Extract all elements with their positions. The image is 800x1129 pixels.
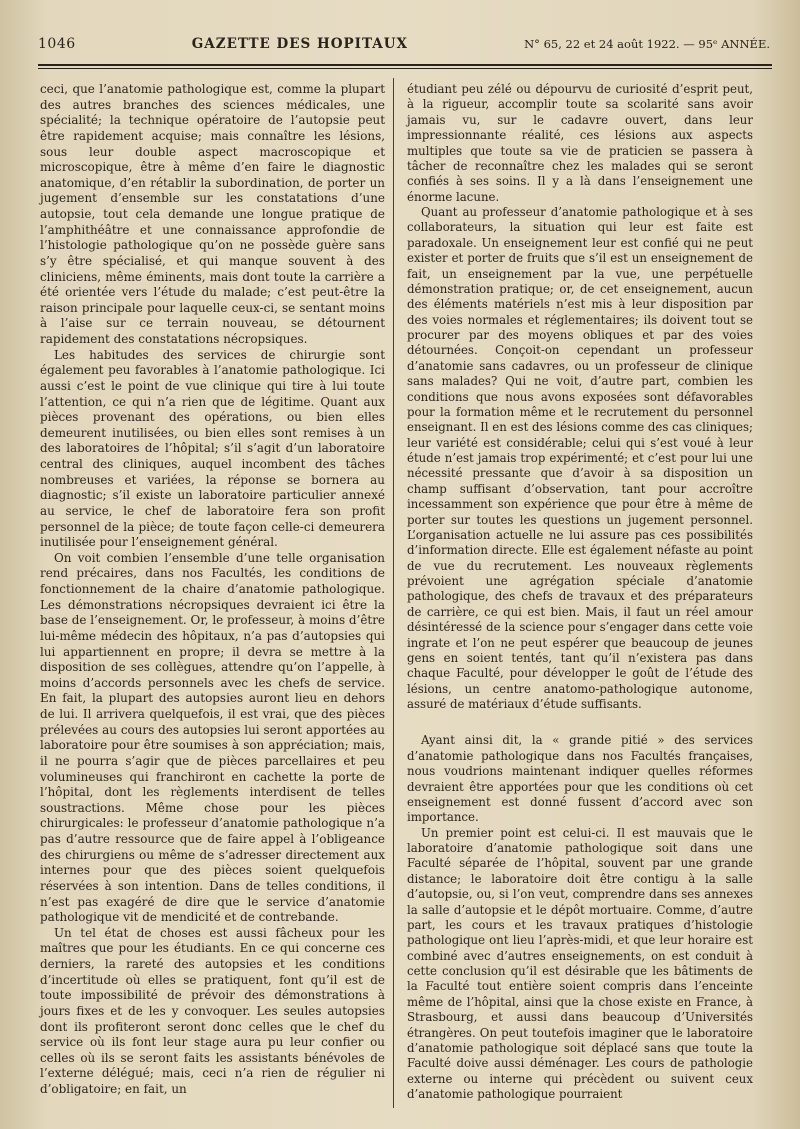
paragraph: ceci, que l’anatomie pathologique est, comme la plupart des autres branches des sciences médicales, une spécialité; la technique opératoire de l’autopsie peut être rapidement acquise; mais connaître les lésions, sous leur double aspect macroscopique et microscopique, être à même d’en faire le diagnostic anatomique, d’en rétablir la subordination, de porter un jugement d’ensemble sur les constatations d’une autopsie, tout cela demande une longue pratique de l’amphithéâtre et une connaissance approfondie de l’histologie pathologique qu’on ne possède guère sans s’y être spécialisé, et qui manque souvent à des cliniciens, même éminents, mais dont toute la carrière a été orientée vers l’étude du malade; c’est peut-être la raison principale pour laquelle ceux-ci, se sentant moins à l’aise sur ce terrain nouveau, se détournent rapidement des constatations nécropsiques. xyxy=(40,82,385,346)
right-column xyxy=(407,82,753,1102)
page-number: 1046 xyxy=(38,36,76,52)
paragraph: Quant au professeur d’anatomie pathologique et à ses collaborateurs, la situation qui leur est faite est paradoxale. Un enseignement leur est confié qui ne peut exister et porter de fruits que s’il est un enseignement de fait, un enseignement par la vue, une perpétuelle démonstration pratique; or, de cet enseignement, aucun des éléments matériels n’est mis à leur disposition par des voies normales et réglementaires; ils doivent tout se procurer par des moyens obliques et par des voies détournées. Conçoit-on cependant un professeur d’anatomie sans cadavres, ou un professeur de clinique sans malades? Qui ne voit, d’autre part, combien les conditions que nous avons exposées sont défavorables pour la formation même et le recrutement du personnel enseignant. Il en est des lésions comme des cas cliniques; leur variété est considérable; celui qui s’est voué à leur étude n’est jamais trop expérimenté; et c’est pour lui une nécessité pressante que d’avoir à sa disposition un champ suffisant d’observation, tant pour accroître incessamment son expérience que pour être à même de porter sur toutes les questions un jugement personnel. L’organisation actuelle ne lui assure pas ces possibilités d’information directe. Elle est également néfaste au point de vue du recrutement. Les nouveaux règlements prévoient une agrégation spéciale d’anatomie pathologique, des chefs de travaux et des préparateurs de carrière, ce qui est bien. Mais, il faut un réel amour désintéressé de la science pour s’engager dans cette voie ingrate et l’on ne peut espérer que beaucoup de jeunes gens en soient tentés, tant qu’il n’existera pas dans chaque Faculté, pour développer le goût de l’étude des lésions, un centre anatomo-pathologique autonome, assuré de matériaux d’étude suffisants. xyxy=(407,205,753,711)
journal-title: GAZETTE DES HOPITAUX xyxy=(191,36,408,52)
paragraph: Un premier point est celui-ci. Il est mauvais que le laboratoire d’anatomie pathologique soit dans une Faculté séparée de l’hôpital, souvent par une grande distance; le laboratoire doit être contigu à la salle d’autopsie, ou, si l’on veut, comprendre dans ses annexes la salle d’autopsie et le dépôt mortuaire. Comme, d’autre part, les cours et les travaux pratiques d’histologie pathologique ont lieu l’après-midi, et que leur horaire est combiné avec d’autres enseignements, on est conduit à cette conclusion qu’il est désirable que les bâtiments de la Faculté tout entière soient compris dans l’enceinte même de l’hôpital, ainsi que la chose existe en France, à Strasbourg, et aussi dans beaucoup d’Universités étrangères. On peut toutefois imaginer que le laboratoire d’anatomie pathologique soit déplacé sans que toute la Faculté doive aussi déménager. Les cours de pathologie externe ou interne qui précèdent ou suivent ceux d’anatomie pathologique pourraient xyxy=(407,825,753,1101)
paragraph: étudiant peu zélé ou dépourvu de curiosité d’esprit peut, à la rigueur, accomplir toute sa scolarité sans avoir jamais vu, sur le cadavre ouvert, dans leur impressionnante réalité, ces lésions aux aspects multiples que toute sa vie de praticien se passera à tâcher de reconnaître chez les malades qui se seront confiés à ses soins. Il y a là dans l’enseignement une énorme lacune. xyxy=(407,82,753,204)
running-header xyxy=(38,36,770,62)
column-divider xyxy=(393,78,394,1108)
left-column xyxy=(40,82,385,1098)
issue-info: N° 65, 22 et 24 août 1922. — 95ᵉ ANNÉE. xyxy=(524,37,770,51)
paragraph: Un tel état de choses est aussi fâcheux pour les maîtres que pour les étudiants. En ce qui concerne ces derniers, la rareté des autopsies et les conditions d’incertitude où elles se pratiquent, font qu’il est de toute impossibilité de prévoir des démonstrations à jours fixes et de les y convoquer. Les seules autopsies dont ils profiteront seront donc celles que le chef du service où ils font leur stage aura pu leur confier ou celles où ils se seront faits les assistants bénévoles de l’externe délégué; mais, ceci n’a rien de régulier ni d’obligatoire; en fait, un xyxy=(40,925,385,1096)
paragraph: Ayant ainsi dit, la « grande pitié » des services d’anatomie pathologique dans nos Facultés françaises, nous voudrions maintenant indiquer quelles réformes devraient être apportées pour que les conditions où cet enseignement est donné fussent d’accord avec son importance. xyxy=(407,733,753,825)
paragraph: Les habitudes des services de chirurgie sont également peu favorables à l’anatomie pathologique. Ici aussi c’est le point de vue clinique qui tire à lui toute l’attention, ce qui n’a rien que de légitime. Quant aux pièces provenant des opérations, ou bien elles demeurent inutilisées, ou bien elles sont remises à un des laboratoires de l’hôpital; s’il s’agit d’un laboratoire central des cliniques, auquel incombent des tâches nombreuses et variées, la réponse se bornera au diagnostic; s’il existe un laboratoire particulier annexé au service, le chef de laboratoire fera son profit personnel de la pièce; de toute façon celle-ci demeurera inutilisée pour l’enseignement général. xyxy=(40,347,385,550)
paragraph: On voit combien l’ensemble d’une telle organisation rend précaires, dans nos Facultés, les conditions de fonctionnement de la chaire d’anatomie pathologique. Les démonstrations nécropsiques devraient ici être la base de l’enseignement. Or, le professeur, à moins d’être lui-même médecin des hôpitaux, n’a pas d’autopsies qui lui appartiennent en propre; il devra se mettre à la disposition de ses collègues, attendre qu’on l’appelle, à moins d’accords personnels avec les chefs de service. En fait, la plupart des autopsies auront lieu en dehors de lui. Il arrivera quelquefois, il est vrai, que des pièces prélevées au cours des autopsies lui seront apportées au laboratoire pour être soumises à son appréciation; mais, il ne pourra s’agir que de pièces parcellaires et peu volumineuses qui franchiront en cachette la porte de l’hôpital, dont les règlements interdisent de telles soustractions. Même chose pour les pièces chirurgicales: le professeur d’anatomie pathologique n’a pas d’autre ressource que de faire appel à l’obligeance des chirurgiens ou même de s’adresser directement aux internes pour que des pièces soient quelquefois réservées à son intention. Dans de telles conditions, il n’est pas exagéré de dire que le service d’anatomie pathologique vit de mendicité et de contrebande. xyxy=(40,550,385,925)
header-rule-thin xyxy=(38,68,772,69)
header-rule-thick xyxy=(38,64,772,66)
